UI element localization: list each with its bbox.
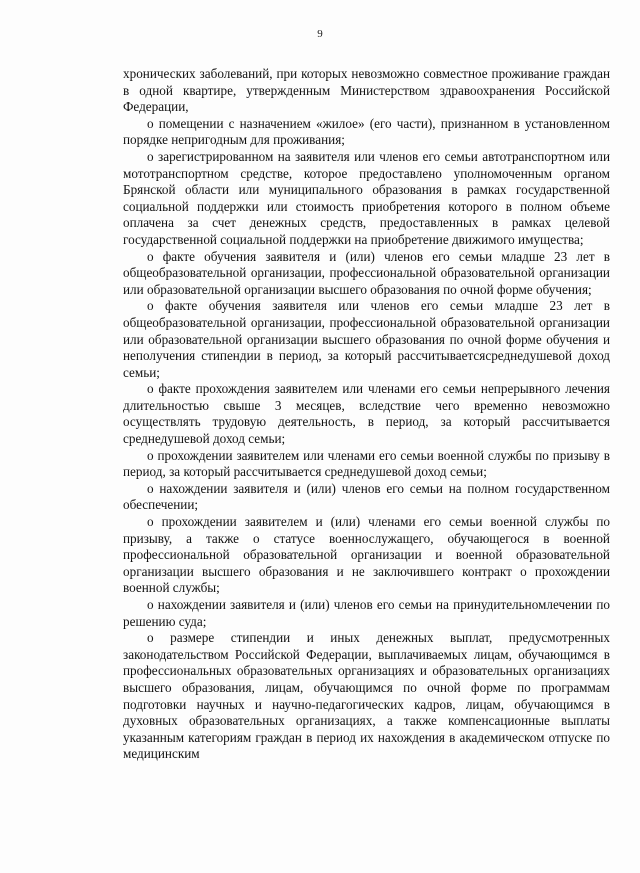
paragraph: о факте обучения заявителя или членов его семьи младше 23 лет в общеобразовательной организации, профессиональной образовательной организации или образовательной организации высшего образования по очной форме обучения и неполучения стипендии в период, за который рассчитываетсясреднедушевой доход семьи;	[123, 298, 610, 380]
paragraph: о зарегистрированном на заявителя или членов его семьи автотранспортном или мототранспортном средстве, которое предоставлено уполномоченным органом Брянской области или муниципального образования в рамках государственной социальной поддержки или стоимость приобретения которого в полном объеме оплачена за счет денежных средств, предоставленных в рамках целевой государственной социальной поддержки на приобретение движимого имущества;	[123, 148, 610, 247]
paragraph: о прохождении заявителем или членами его семьи военной службы по призыву в период, за который рассчитывается среднедушевой доход семьи;	[123, 447, 610, 480]
paragraph-continuation: хронических заболеваний, при которых невозможно совместное проживание граждан в одной квартире, утвержденным Министерством здравоохранения Российской Федерации,	[123, 66, 610, 115]
paragraph: о размере стипендии и иных денежных выплат, предусмотренных законодательством Российской Федерации, выплачиваемых лицам, обучающимся в профессиональных образовательных организациях и образовательных организациях высшего образования, лицам, обучающимся по очной форме по программам подготовки научных и научно-педагогических кадров, лицам, обучающимся в духовных образовательных организациях, а также компенсационные выплаты указанным категориям граждан в период их нахождения в академическом отпуске по медицинским	[123, 630, 610, 762]
paragraph: о факте обучения заявителя и (или) членов его семьи младше 23 лет в общеобразовательной организации, профессиональной образовательной организации или образовательной организации высшего образования по очной форме обучения;	[123, 248, 610, 297]
paragraph: о факте прохождения заявителем или членами его семьи непрерывного лечения длительностью свыше 3 месяцев, вследствие чего временно невозможно осуществлять трудовую деятельность, в период, за который рассчитывается среднедушевой доход семьи;	[123, 381, 610, 447]
body-text	[123, 66, 610, 763]
paragraph: о нахождении заявителя и (или) членов его семьи на полном государственном обеспечении;	[123, 480, 610, 513]
paragraph: о помещении с назначением «жилое» (его части), признанном в установленном порядке непригодным для проживания;	[123, 115, 610, 148]
paragraph: о прохождении заявителем и (или) членами его семьи военной службы по призыву, а также о статусе военнослужащего, обучающегося в военной профессиональной образовательной организации и военной образовательной организации высшего образования и не заключившего контракт о прохождении военной службы;	[123, 514, 610, 596]
page-number: 9	[317, 28, 323, 40]
paragraph: о нахождении заявителя и (или) членов его семьи на принудительномлечении по решению суда;	[123, 597, 610, 629]
